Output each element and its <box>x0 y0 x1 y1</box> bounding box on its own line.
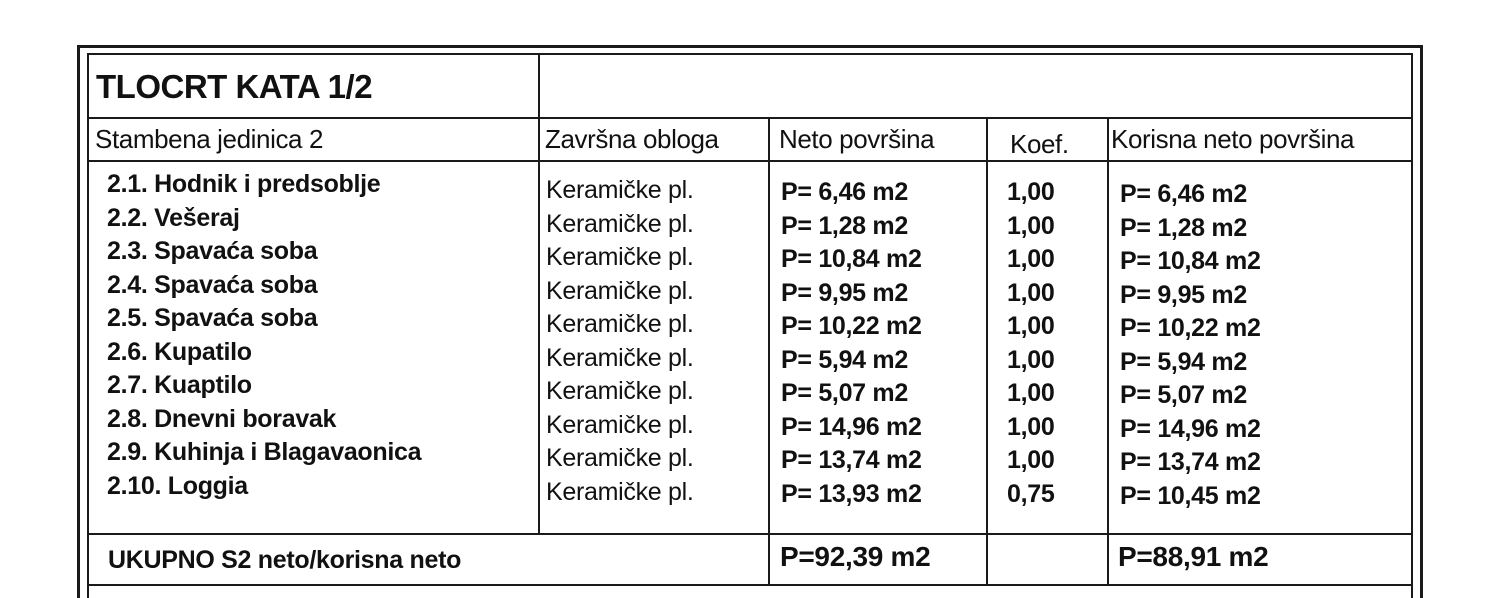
header-unit: Stambena jedinica 2 <box>95 124 323 154</box>
room-net-area: P= 1,28 m2 <box>781 211 908 240</box>
room-coefficient: 1,00 <box>1007 345 1055 374</box>
header-finish: Završna obloga <box>545 124 719 154</box>
total-useful-net-area: P=88,91 m2 <box>1118 541 1269 572</box>
divider-header <box>87 160 1413 162</box>
header-coef: Koef. <box>1010 129 1069 159</box>
room-useful-net-area: P= 10,84 m2 <box>1120 247 1261 275</box>
room-useful-net-area: P= 14,96 m2 <box>1120 414 1261 443</box>
room-net-area: P= 5,94 m2 <box>781 345 908 374</box>
room-coefficient: 1,00 <box>1007 312 1055 340</box>
divider-col-1 <box>538 53 540 535</box>
total-net-area: P=92,39 m2 <box>780 541 931 572</box>
column-useful-net-area <box>1120 178 1261 513</box>
room-finish: Keramičke pl. <box>546 176 694 204</box>
room-finish: Keramičke pl. <box>546 243 694 271</box>
room-coefficient: 1,00 <box>1007 245 1055 273</box>
header-net-area: Neto površina <box>779 124 935 154</box>
room-net-area: P= 10,84 m2 <box>781 245 922 273</box>
room-name: 2.4. Spavaća soba <box>107 270 318 299</box>
room-finish: Keramičke pl. <box>546 410 694 439</box>
room-net-area: P= 10,22 m2 <box>781 312 922 340</box>
room-net-area: P= 14,96 m2 <box>781 412 922 441</box>
room-finish: Keramičke pl. <box>546 377 694 405</box>
room-net-area: P= 13,93 m2 <box>781 479 922 508</box>
room-name: 2.3. Spavaća soba <box>107 237 318 265</box>
room-name: 2.7. Kuaptilo <box>107 371 252 399</box>
room-useful-net-area: P= 6,46 m2 <box>1120 180 1247 208</box>
room-coefficient: 1,00 <box>1007 178 1055 206</box>
room-finish: Keramičke pl. <box>546 310 694 338</box>
divider-title <box>87 117 1413 119</box>
room-name: 2.2. Vešeraj <box>107 203 240 232</box>
column-net-area <box>781 176 922 511</box>
room-finish: Keramičke pl. <box>546 343 694 372</box>
room-name: 2.5. Spavaća soba <box>107 304 318 332</box>
column-coefficient <box>1007 176 1054 511</box>
room-net-area: P= 9,95 m2 <box>781 278 908 307</box>
room-finish: Keramičke pl. <box>546 209 694 238</box>
divider-col-4 <box>1107 117 1109 585</box>
room-coefficient: 0,75 <box>1007 479 1055 508</box>
room-coefficient: 1,00 <box>1007 379 1055 407</box>
room-coefficient: 1,00 <box>1007 278 1055 307</box>
room-coefficient: 1,00 <box>1007 446 1055 474</box>
divider-total-top <box>87 533 1413 535</box>
room-net-area: P= 13,74 m2 <box>781 446 922 474</box>
room-net-area: P= 5,07 m2 <box>781 379 908 407</box>
divider-col-2 <box>768 117 770 585</box>
room-useful-net-area: P= 10,45 m2 <box>1120 481 1261 510</box>
room-net-area: P= 6,46 m2 <box>781 178 908 206</box>
room-useful-net-area: P= 10,22 m2 <box>1120 314 1261 342</box>
header-useful-net-area: Korisna neto površina <box>1111 124 1355 154</box>
room-finish: Keramičke pl. <box>546 477 694 506</box>
room-finish: Keramičke pl. <box>546 276 694 305</box>
room-name: 2.6. Kupatilo <box>107 337 252 366</box>
room-useful-net-area: P= 9,95 m2 <box>1120 280 1247 309</box>
divider-col-3 <box>986 117 988 585</box>
room-useful-net-area: P= 1,28 m2 <box>1120 213 1247 242</box>
column-room-names <box>107 168 421 503</box>
room-coefficient: 1,00 <box>1007 211 1055 240</box>
room-useful-net-area: P= 5,07 m2 <box>1120 381 1247 409</box>
total-label: UKUPNO S2 neto/korisna neto <box>108 546 462 574</box>
room-finish: Keramičke pl. <box>546 444 694 472</box>
room-useful-net-area: P= 13,74 m2 <box>1120 448 1261 476</box>
page-title: TLOCRT KATA 1/2 <box>96 68 373 105</box>
room-name: 2.10. Loggia <box>107 471 248 500</box>
room-name: 2.9. Kuhinja i Blagavaonica <box>107 438 422 466</box>
room-name: 2.8. Dnevni boravak <box>107 404 337 433</box>
room-useful-net-area: P= 5,94 m2 <box>1120 347 1247 376</box>
column-finish <box>546 174 694 509</box>
divider-total-bottom <box>87 584 1413 586</box>
room-coefficient: 1,00 <box>1007 412 1055 441</box>
room-name: 2.1. Hodnik i predsoblje <box>107 170 381 198</box>
